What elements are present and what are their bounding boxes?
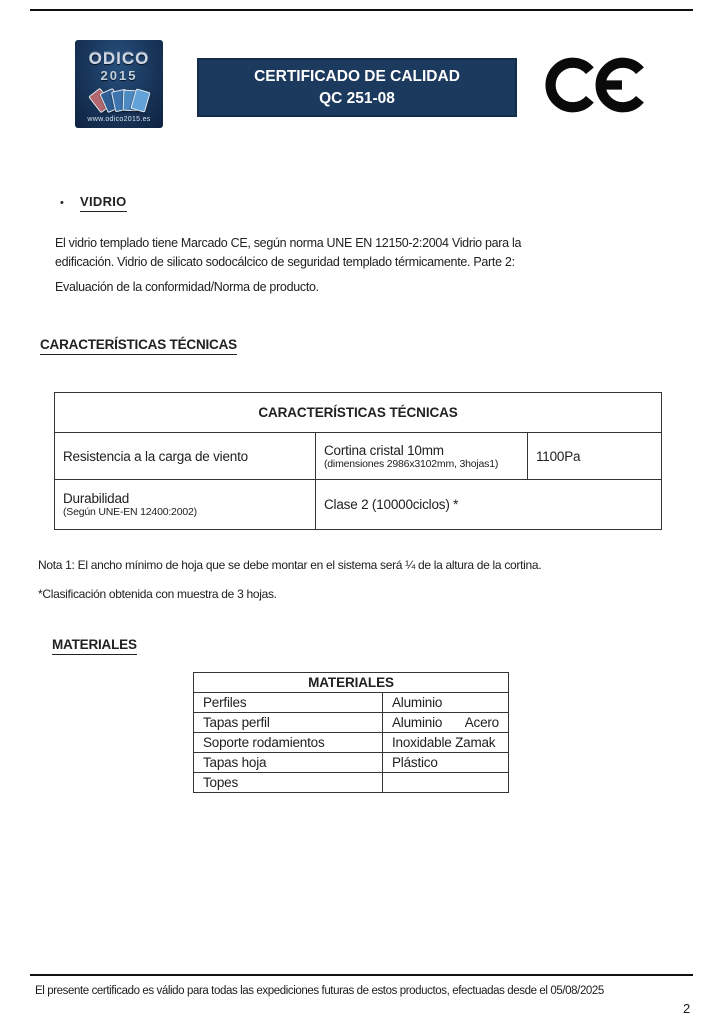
logo-fanned-cards-icon: [75, 85, 163, 115]
certificate-number: QC 251-08: [319, 89, 395, 107]
value-main: Cortina cristal 10mm: [324, 442, 444, 458]
vidrio-bullet: •: [60, 197, 64, 209]
value-left: Aluminio: [392, 715, 443, 730]
material-label: Soporte rodamientos: [194, 733, 383, 753]
value-left: Aluminio: [392, 695, 443, 710]
table-cell-label: [55, 480, 316, 530]
materiales-table: [193, 672, 509, 793]
caracteristicas-table-title: CARACTERÍSTICAS TÉCNICAS: [55, 393, 662, 433]
value-note: (dimensiones 2986x3102mm, 3hojas1): [324, 457, 499, 470]
material-value: [383, 773, 509, 793]
vidrio-paragraph2: Evaluación de la conformidad/Norma de producto.: [55, 280, 319, 294]
page-number: 2: [683, 1001, 691, 1016]
value-left: Plástico: [392, 755, 438, 770]
caracteristicas-heading: CARACTERÍSTICAS TÉCNICAS: [40, 337, 237, 355]
logo-url: www.odico2015.es: [87, 116, 151, 123]
logo-year: 2015: [100, 68, 138, 83]
material-value: [383, 713, 509, 733]
vidrio-paragraph-line1: El vidrio templado tiene Marcado CE, según norma UNE EN 12150-2:2004 Vidrio para la: [55, 236, 522, 250]
certificate-title-box: [197, 58, 517, 117]
footer-separator-rule: [30, 974, 693, 976]
vidrio-heading: VIDRIO: [80, 194, 127, 212]
materiales-table-title: MATERIALES: [194, 673, 509, 693]
table-cell-value: [316, 433, 528, 480]
materiales-heading: MATERIALES: [52, 637, 137, 655]
header-separator-rule: [30, 9, 693, 11]
table-cell-label: Resistencia a la carga de viento: [55, 433, 316, 480]
vidrio-paragraph: [55, 234, 615, 271]
odico-logo: [75, 40, 163, 128]
table-row: [194, 733, 509, 753]
table-cell-result: 1100Pa: [528, 433, 662, 480]
material-label: Tapas hoja: [194, 753, 383, 773]
label-note: (Según UNE-EN 12400:2002): [63, 506, 197, 518]
material-value: [383, 733, 509, 753]
table-cell-value: Clase 2 (10000ciclos) *: [316, 480, 662, 530]
value-right: Acero: [464, 715, 499, 730]
vidrio-paragraph-line2: edificación. Vidrio de silicato sodocálcico de seguridad templado térmicamente. Parte 2:: [55, 254, 515, 269]
table-row: [194, 713, 509, 733]
material-value: [383, 753, 509, 773]
caracteristicas-table: [54, 392, 662, 530]
footer-validity-text: El presente certificado es válido para todas las expediciones futuras de estos productos, efectuadas desde el 05/08/2025: [35, 985, 604, 997]
certificate-title: CERTIFICADO DE CALIDAD: [254, 67, 460, 85]
ce-mark-icon: [545, 54, 647, 116]
table-row: [194, 693, 509, 713]
value-left: Inoxidable Zamak: [392, 735, 496, 750]
material-label: Perfiles: [194, 693, 383, 713]
material-value: [383, 693, 509, 713]
nota2-text: *Clasificación obtenida con muestra de 3 hojas.: [38, 587, 277, 601]
label-main: Durabilidad: [63, 491, 130, 506]
material-label: Tapas perfil: [194, 713, 383, 733]
logo-name: ODICO: [88, 49, 150, 68]
table-row: [194, 773, 509, 793]
nota1-text: Nota 1: El ancho mínimo de hoja que se debe montar en el sistema será ¼ de la altura de la cortina.: [38, 558, 542, 572]
material-label: Topes: [194, 773, 383, 793]
table-row: [194, 753, 509, 773]
